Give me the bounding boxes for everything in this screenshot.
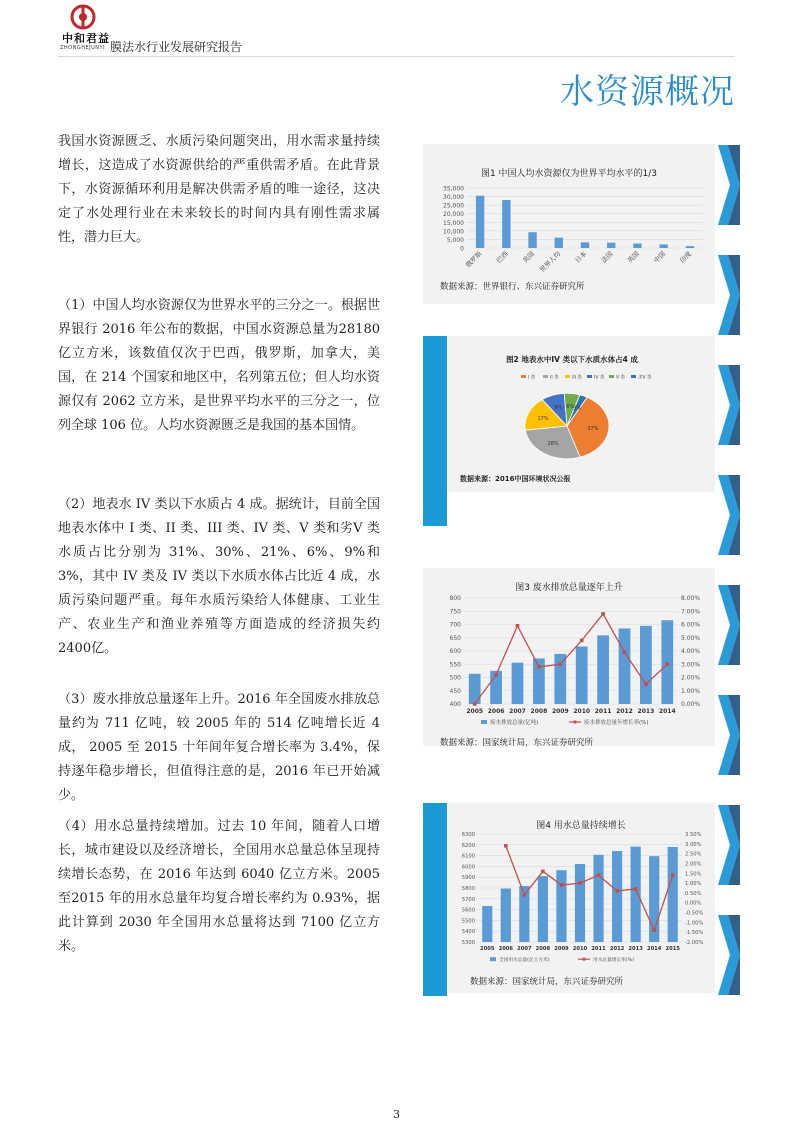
chart2-legend-label: 劣V 类 (638, 375, 652, 381)
chart4-y-tick: 5800 (461, 886, 475, 892)
chart3-y-tick: 750 (449, 608, 461, 616)
chart4 (450, 830, 712, 972)
chart2-slice-label: 9% (554, 404, 563, 411)
chart3-x-tick: 2010 (573, 708, 591, 715)
chart4-line-point (597, 873, 601, 877)
chart4-y-tick: 6000 (461, 864, 475, 871)
page-number: 3 (393, 1108, 400, 1121)
chart4-y2-tick: 0.00% (685, 900, 702, 907)
chart4-y2-tick: 2.00% (685, 861, 702, 868)
chart3-y2-tick: 3.00% (681, 661, 701, 669)
chart1-y-tick: 15,000 (443, 219, 464, 227)
chart4-y-tick: 5900 (461, 875, 475, 882)
chart2-slice-label: 6% (566, 403, 575, 410)
chevron-decoration (718, 140, 744, 1020)
chart4-x-tick: 2008 (535, 946, 551, 953)
chart3-x-tick: 2012 (616, 708, 633, 715)
chart1-y-tick: 25,000 (443, 202, 464, 210)
chart4-legend-label: 用水总量增长率(%) (593, 958, 634, 964)
chart3-bar (597, 635, 609, 704)
chart4-x-tick: 2009 (554, 946, 569, 953)
chart3-y-tick: 700 (449, 621, 461, 629)
chart4-x-tick: 2007 (517, 946, 532, 953)
chart4-legend-label: 全国用水总量(亿立方米) (499, 958, 550, 964)
chart4-line-point (541, 870, 545, 874)
chart1-bar (502, 200, 510, 248)
chart4-title: 图4 用水总量持续增长 (536, 821, 626, 831)
chart4-line-point (652, 928, 656, 932)
chart1-y-tick: 30,000 (443, 194, 464, 202)
chart4-bar (631, 847, 641, 942)
chart3-bar (576, 646, 588, 704)
chart3-line-point (537, 665, 541, 669)
chart2-legend-swatch (543, 375, 548, 378)
chart4-y2-tick: -1.00% (685, 920, 704, 927)
chart4-y-tick: 6300 (461, 832, 475, 838)
chart3-y2-tick: 5.00% (681, 634, 701, 642)
chart1-bar (528, 232, 536, 248)
chart1-title: 图1 中国人均水资源仅为世界平均水平的1/3 (480, 169, 658, 179)
chart4-x-tick: 2005 (480, 946, 495, 953)
chart4-y2-tick: 1.50% (685, 871, 702, 878)
chart3-source: 数据来源：国家统计局，东兴证券研究所 (440, 738, 594, 748)
chart1-x-tick: 印度 (678, 249, 694, 265)
chart3-y2-tick: 8.00% (681, 595, 701, 602)
chart4-line-point (634, 887, 638, 891)
chart4-y-tick: 5600 (461, 907, 475, 914)
chart4-x-tick: 2011 (591, 946, 606, 953)
chart3-y-tick: 600 (449, 648, 461, 655)
chart2-legend-swatch (521, 375, 526, 378)
chart4-y2-tick: 2.50% (685, 851, 702, 858)
chart4-y-tick: 6200 (461, 842, 475, 849)
chart4-source: 数据来源：国家统计局，东兴证券研究所 (470, 977, 624, 987)
paragraph-wastewater: （3）废水排放总量逐年上升。2016 年全国废水排放总量约为 711 亿吨，较 2005 年的 514 亿吨增长近 4成， 2005 至 2015 十年间年复合增长率为 3.4%，保持逐年稳步增长，但值得注意的是，2016 年已开始减少。 (58, 692, 380, 803)
chart3-line-point (644, 682, 648, 686)
chart4-line-point (615, 889, 619, 893)
company-logo (66, 4, 100, 30)
chart1-bar (659, 244, 667, 248)
chart4-line-point (560, 883, 564, 887)
chart4-y2-tick: 0.50% (685, 890, 702, 897)
chart3-y2-tick: 1.00% (681, 687, 701, 695)
chart4-x-tick: 2013 (628, 946, 643, 953)
chart3-y-tick: 400 (449, 701, 461, 708)
chart3-title: 图3 废水排放总量逐年上升 (515, 583, 623, 593)
brand-sub: ZHONGHEJUNYI (60, 45, 106, 51)
chart4-x-tick: 2012 (609, 946, 625, 953)
report-title: 膜法水行业发展研究报告 (110, 40, 243, 54)
chart4-y-tick: 5300 (461, 940, 475, 946)
chart3-legend-label: 废水排放总量(亿吨) (490, 720, 539, 726)
chart4-y-tick: 5700 (461, 896, 475, 903)
chart3-line-point (473, 702, 477, 706)
chart3-x-tick: 2011 (594, 708, 612, 715)
chart1-x-tick: 世界人均 (538, 249, 563, 274)
chart1-y-tick: 20,000 (443, 211, 464, 219)
chart2-slice-label: 28% (547, 441, 559, 448)
chart4-bar (538, 876, 548, 942)
chart2-legend-label: II 类 (550, 375, 559, 381)
paragraph-water-use: （4）用水总量持续增加。过去 10 年间，随着人口增长，城市建设以及经济增长，全国用水总量总体呈现持续增长态势，在 2016 年达到 6040 亿立方米。2005至2015 年的用水总量年均复合增长率约为 0.93%，据此计算到 2030 年全国用水总量将达到 7100 亿立方米。 (58, 819, 380, 954)
brand-name: 中和君益 (62, 32, 110, 45)
chart3 (438, 592, 710, 738)
chart3-line-point (601, 612, 605, 616)
chart2-legend-label: III 类 (572, 375, 582, 381)
chart3-y-tick: 450 (449, 687, 461, 695)
chart3-legend-label: 废水排放总量年增长率(%) (584, 720, 649, 726)
chart1-x-tick: 日本 (573, 249, 589, 265)
chart4-line-point (578, 881, 582, 885)
chart4-y2-tick: 3.00% (685, 841, 702, 848)
chart4-bar (593, 855, 603, 942)
chart3-y2-tick: 6.00% (681, 621, 701, 629)
chart3-y-tick: 500 (449, 674, 461, 682)
chart4-line-point (504, 844, 508, 848)
chart1-y-tick: 10,000 (443, 228, 464, 236)
chart4-y2-tick: -0.50% (685, 910, 704, 917)
chart3-bar (640, 626, 652, 704)
chart1-bar (555, 238, 563, 248)
chart3-y-tick: 550 (449, 661, 461, 669)
chart2-slice-label: 37% (587, 425, 599, 432)
logo-emblem-icon (66, 4, 100, 30)
chart3-line-point (666, 662, 670, 666)
chart3-x-tick: 2007 (509, 708, 526, 715)
chart4-bar (668, 847, 678, 942)
chart3-y2-tick: 7.00% (681, 608, 701, 616)
chart2-left-accent (423, 336, 447, 526)
chart4-bar (556, 870, 566, 942)
chart2-title: 图2 地表水中IV 类以下水质水体占4 成 (506, 355, 638, 364)
chart2-legend-label: V 类 (616, 375, 626, 381)
chart3-bar (554, 654, 566, 704)
chart3-x-tick: 2014 (658, 708, 676, 715)
chart4-y-tick: 6100 (461, 853, 475, 860)
chart3-y2-tick: 4.00% (681, 648, 701, 655)
chart4-line-point (671, 873, 675, 877)
chart1-bar (686, 246, 694, 248)
chart3-line-point (623, 651, 627, 655)
chart1-x-tick: 中国 (652, 249, 668, 265)
chart2-slice-label: 17% (537, 415, 549, 422)
chart3-legend-swatch (481, 720, 487, 724)
chart4-legend-marker (583, 958, 586, 961)
chart4-y-tick: 5400 (461, 929, 475, 936)
chart4-bar (482, 906, 492, 942)
chart4-x-tick: 2006 (498, 946, 514, 953)
chart4-bar (575, 864, 585, 942)
chart3-x-tick: 2013 (637, 708, 655, 715)
chart3-line-point (559, 662, 563, 666)
chart3-y-tick: 650 (449, 634, 461, 642)
paragraph-surface-water-quality: （2）地表水 IV 类以下水质占 4 成。据统计，目前全国地表水体中 I 类、II 类、III 类、IV 类、V 类和劣V 类水质占比分别为 31%、30%、21%、6%、9%和 3%，其中 IV 类及 IV 类以下水质水体占比近 4 成，水质污染问题严重。每年水质污染给人体健康、工业生产、农业生产和渔业养殖等方面造成的经济损失约 2400亿。 (58, 497, 380, 656)
chart4-left-accent (423, 803, 447, 996)
paragraph-intro: 我国水资源匮乏、水质污染问题突出，用水需求量持续增长，这造成了水资源供给的严重供需矛盾。在此背景下，水资源循环利用是解决供需矛盾的唯一途径，这决定了水处理行业在未来较长的时间内具有刚性需求属性，潜力巨大。 (58, 134, 380, 245)
chart1-bar (633, 244, 641, 248)
chart4-x-tick: 2015 (665, 946, 680, 953)
chart3-bar (619, 628, 631, 704)
chart4-bar (612, 851, 622, 942)
section-heading: 水资源概况 (560, 72, 735, 112)
chart4-line-point (523, 893, 527, 897)
chart3-x-tick: 2005 (466, 708, 484, 715)
chart4-legend-swatch (490, 957, 496, 961)
paragraph-water-per-capita: （1）中国人均水资源仅为世界水平的三分之一。根据世界银行 2016 年公布的数据，中国水资源总量为28180 亿立方米，该数值仅次于巴西，俄罗斯，加拿大，美国，在 214 个国家和地区中，名列第五位；但人均水资源仅有 2062 立方米，是世界平均水平的三分之一，位列全球 106 位。人均水资源匮乏是我国的基本国情。 (58, 298, 380, 433)
chart3-x-tick: 2006 (487, 708, 505, 715)
chart3-line-point (580, 639, 584, 643)
chart3-y2-tick: 0.00% (681, 701, 701, 708)
chart2-legend-label: I 类 (528, 375, 536, 381)
chart3-x-tick: 2009 (551, 708, 569, 715)
chart3-bar (512, 663, 524, 704)
chart1-y-tick: 0 (460, 245, 464, 253)
chart1 (423, 180, 715, 282)
chart1-x-tick: 美国 (521, 249, 536, 265)
chart4-bar (501, 889, 511, 942)
chart2-legend-swatch (565, 375, 570, 378)
chart2-legend-swatch (609, 375, 614, 378)
chart3-x-tick: 2008 (530, 708, 548, 715)
chart1-bar (581, 242, 589, 248)
chart1-x-tick: 巴西 (494, 249, 510, 265)
chart2-legend-swatch (631, 375, 636, 378)
chart4-x-tick: 2010 (572, 946, 588, 953)
header-divider (58, 56, 735, 57)
chart2-slice-label: 3% (573, 405, 582, 412)
chart3-y-tick: 800 (449, 595, 461, 602)
chart2-source: 数据来源：2016中国环境状况公报 (460, 475, 571, 483)
chart1-y-tick: 5,000 (446, 236, 464, 244)
chart1-bar (476, 196, 484, 248)
chart1-bar (607, 243, 615, 248)
chart3-line-point (516, 624, 520, 628)
chart2-legend-label: IV 类 (594, 375, 605, 381)
chart1-x-tick: 俄罗斯 (464, 249, 484, 270)
chart1-x-tick: 英国 (626, 249, 641, 265)
chart4-y2-tick: 3.50% (685, 832, 702, 838)
chart2 (447, 368, 715, 468)
chart3-line-point (494, 673, 498, 677)
chart4-y2-tick: -1.50% (685, 930, 704, 937)
chart1-x-tick: 法国 (599, 249, 615, 265)
chart4-x-tick: 2014 (646, 946, 662, 953)
chart3-bar (661, 620, 673, 704)
chart3-y2-tick: 2.00% (681, 674, 701, 682)
chart2-legend-swatch (587, 375, 592, 378)
chart3-legend-marker (574, 721, 577, 724)
chart4-y2-tick: -2.00% (685, 940, 704, 946)
chart1-source: 数据来源：世界银行、东兴证券研究所 (440, 282, 585, 292)
chart4-y-tick: 5500 (461, 918, 475, 925)
chart1-y-tick: 35,000 (443, 185, 464, 193)
chart4-y2-tick: 1.00% (685, 881, 702, 888)
